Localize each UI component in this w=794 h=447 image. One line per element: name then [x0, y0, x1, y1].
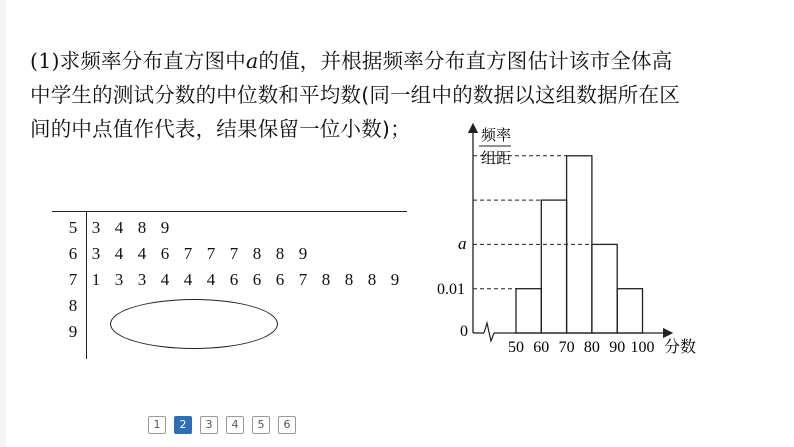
stem-label: 6 — [68, 244, 78, 263]
leaf: 8 — [344, 270, 354, 289]
leaf: 9 — [298, 244, 308, 263]
x-tick-80: 80 — [583, 339, 600, 356]
y-label-top: 频率 — [481, 126, 512, 144]
stem-label: 9 — [68, 322, 78, 341]
leaf: 4 — [137, 244, 147, 263]
y-tick-a: a — [458, 234, 467, 253]
leaf: 3 — [91, 244, 101, 263]
x-tick-90: 90 — [609, 339, 626, 356]
page-button-3[interactable]: 3 — [200, 416, 218, 434]
y-tick-0: 0 — [460, 323, 468, 340]
x-tick-50: 50 — [508, 339, 524, 356]
histogram-bar-50-60 — [516, 289, 541, 333]
x-tick-labels — [508, 339, 655, 356]
leaf: 8 — [321, 270, 331, 289]
histogram-bar-90-100 — [617, 289, 642, 333]
leaf: 7 — [229, 244, 239, 263]
page-button-5[interactable]: 5 — [252, 416, 270, 434]
leaf: 7 — [183, 244, 193, 263]
stem-label: 5 — [68, 218, 78, 237]
leaf: 9 — [160, 218, 170, 237]
page-button-4[interactable]: 4 — [226, 416, 244, 434]
leaf: 4 — [206, 270, 216, 289]
leaf: 8 — [137, 218, 147, 237]
question-line-3: 间的中点值作代表，结果保留一位小数)； — [30, 117, 411, 141]
page-button-1[interactable]: 1 — [148, 416, 166, 434]
y-tick-0.01: 0.01 — [437, 281, 465, 298]
x-axis-label: 分数 — [664, 337, 697, 356]
leaf: 4 — [114, 244, 124, 263]
leaf: 6 — [275, 270, 285, 289]
histogram-bar-60-70 — [541, 200, 566, 333]
leaf: 6 — [229, 270, 239, 289]
leaf: 9 — [390, 270, 400, 289]
page-button-6[interactable]: 6 — [278, 416, 296, 434]
stem-label: 7 — [68, 270, 78, 289]
histogram-bar-80-90 — [592, 244, 617, 333]
part-number: (1) — [30, 49, 60, 73]
leaf: 6 — [160, 244, 170, 263]
x-tick-70: 70 — [558, 339, 575, 356]
leaf: 6 — [252, 270, 262, 289]
axis-break-icon — [484, 323, 494, 341]
leaf: 4 — [160, 270, 170, 289]
leaf: 7 — [298, 270, 308, 289]
y-label-bottom: 组距 — [481, 149, 512, 167]
leaf: 3 — [137, 270, 147, 289]
leaf: 7 — [206, 244, 216, 263]
x-tick-100: 100 — [630, 339, 655, 356]
variable-a: a — [245, 49, 259, 73]
leaf: 8 — [252, 244, 262, 263]
page-button-2[interactable]: 2 — [174, 416, 192, 434]
leaf: 4 — [114, 218, 124, 237]
stem-label: 8 — [68, 296, 78, 315]
leaf: 3 — [91, 218, 101, 237]
dashed-guides — [473, 156, 592, 289]
question-line-2: 中学生的测试分数的中位数和平均数(同一组中的数据以这组数据所在区 — [30, 83, 680, 107]
x-tick-60: 60 — [533, 339, 550, 356]
leaf: 1 — [91, 270, 101, 289]
leaf: 8 — [367, 270, 377, 289]
leaf: 4 — [183, 270, 193, 289]
question-text-a: 求频率分布直方图中 — [59, 49, 246, 73]
question-text-b: 的值，并根据频率分布直方图估计该市全体高 — [258, 49, 673, 73]
leaf: 8 — [275, 244, 285, 263]
leaf: 3 — [114, 270, 124, 289]
